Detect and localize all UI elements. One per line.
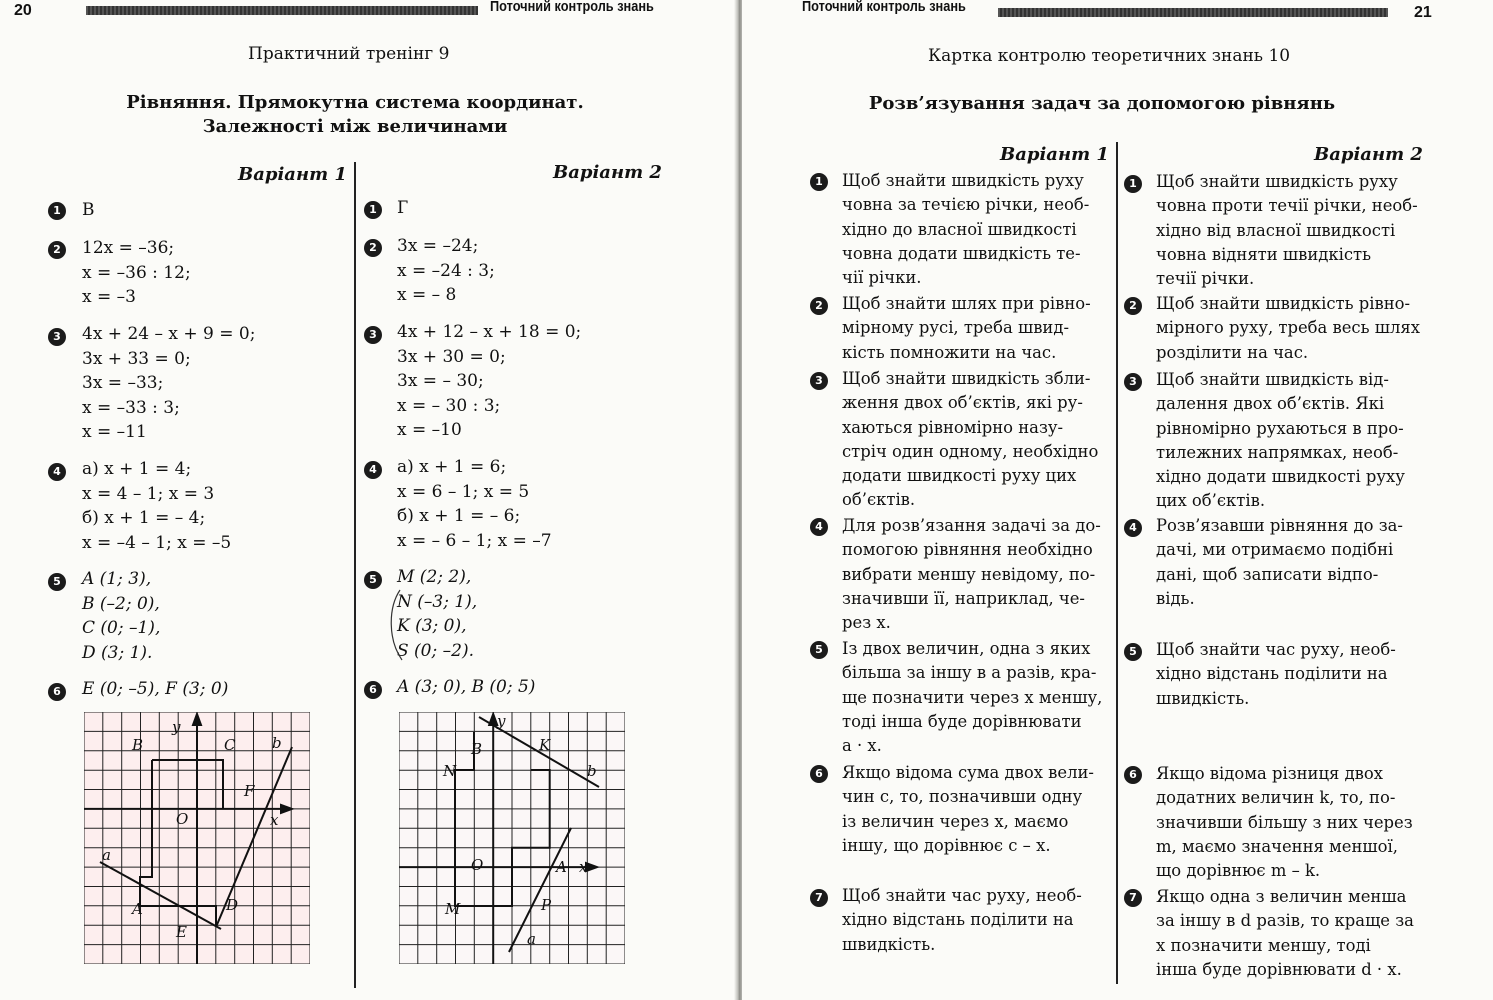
text-line: чин c, то, позначивши одну <box>842 787 1083 807</box>
text-line: Щоб знайти швидкість збли- <box>842 369 1091 388</box>
training-title: Практичний тренінг 9 <box>248 44 450 64</box>
section-title-line: Залежності між величинами <box>202 116 508 137</box>
statement-number-6: 6 <box>1124 766 1142 784</box>
statement-7 <box>842 884 1112 957</box>
math-line: 12x = –36; <box>82 238 175 258</box>
grid <box>399 712 625 964</box>
text-line: значивши її, наприклад, че- <box>842 588 1085 608</box>
label-x: x <box>579 858 588 876</box>
text-line: значивши більшу з них через <box>1156 812 1413 832</box>
text-line: Якщо відома сума двох вели- <box>842 763 1094 782</box>
text-line: вибрати меншу невідому, по- <box>842 564 1096 584</box>
text-line: дані, щоб записати відпо- <box>1156 564 1379 584</box>
coordinate-graph-variant-2 <box>399 712 625 964</box>
statement-number-4: 4 <box>1124 519 1142 537</box>
text-line: помогою рівняння необхідно <box>842 540 1093 560</box>
text-line: Якщо відома різниця двох <box>1156 764 1384 783</box>
math-line: D (3; 1). <box>82 642 153 663</box>
header-rule <box>86 6 478 15</box>
text-line: швидкість. <box>1156 688 1250 708</box>
label-point-n: N <box>443 762 457 780</box>
card-title: Картка контролю теоретичних знань 10 <box>928 46 1291 66</box>
statement-1 <box>1156 170 1428 291</box>
math-line: S (0; –2). <box>397 640 474 661</box>
text-line: тоді інша буде дорівнювати <box>842 711 1082 731</box>
math-line: 3x + 30 = 0; <box>397 346 506 367</box>
running-header: Поточний контроль знань <box>490 0 654 15</box>
label-point-m: M <box>445 900 461 918</box>
answer-number-3: 3 <box>364 326 382 344</box>
math-line: 3x = –24; <box>397 236 479 256</box>
label-point-p: P <box>541 896 552 914</box>
right-page <box>742 0 1493 1000</box>
text-line: a · x. <box>842 736 882 756</box>
math-line: б) x + 1 = – 4; <box>82 508 206 528</box>
text-line: дачі, ми отримаємо подібні <box>1156 540 1394 560</box>
answer-number-4: 4 <box>364 461 382 479</box>
math-line: б) x + 1 = – 6; <box>397 506 521 526</box>
text-line: хідно відстань поділити на <box>1156 664 1388 684</box>
math-line: Г <box>397 198 409 218</box>
label-point-c: C <box>224 736 236 754</box>
label-a: a <box>102 846 111 864</box>
coordinate-graph-variant-1 <box>84 712 310 964</box>
text-line: човна додати швидкість те- <box>842 243 1081 263</box>
statement-2 <box>1156 292 1428 365</box>
statement-number-5: 5 <box>1124 643 1142 661</box>
answer-1 <box>82 198 95 223</box>
text-line: стріч один одному, необхідно <box>842 441 1099 461</box>
statement-5 <box>1156 638 1428 711</box>
math-line: 3x = –33; <box>82 373 164 393</box>
math-line: A (1; 3), <box>82 569 152 589</box>
text-line: Щоб знайти швидкість від- <box>1156 370 1389 389</box>
text-line: розділити на час. <box>1156 342 1309 362</box>
text-line: чії річки. <box>842 268 922 288</box>
math-line: а) x + 1 = 6; <box>397 457 507 477</box>
text-line: іншу, що дорівнює c – x. <box>842 835 1051 855</box>
math-line: x = –36 : 12; <box>82 262 191 283</box>
label-point-f: F <box>244 782 255 800</box>
statement-number-5: 5 <box>810 641 828 659</box>
statement-4 <box>842 514 1112 635</box>
answer-5 <box>397 565 477 663</box>
answer-5 <box>82 567 160 665</box>
label-point-d: D <box>226 896 239 914</box>
column-divider <box>354 162 356 988</box>
label-point-a: A <box>132 900 143 918</box>
answer-6 <box>82 677 228 702</box>
answer-6 <box>397 675 535 700</box>
math-line: 4x + 24 – x + 9 = 0; <box>82 324 256 344</box>
math-line: x = –3 <box>82 287 136 307</box>
text-line: Щоб знайти шлях при рівно- <box>842 294 1091 313</box>
text-line: мірного руху, треба весь шлях <box>1156 318 1420 338</box>
text-line: хідно від власної швидкості <box>1156 220 1396 240</box>
math-line: B (–2; 0), <box>82 593 160 614</box>
text-line: швидкість. <box>842 934 936 954</box>
text-line: додатних величин k, то, по- <box>1156 788 1396 808</box>
statement-1 <box>842 169 1112 290</box>
label-b: b <box>587 762 597 780</box>
text-line: рівномірно рухаються в про- <box>1156 418 1404 438</box>
math-line: 4x + 12 – x + 18 = 0; <box>397 322 582 342</box>
column-divider <box>1116 142 1118 984</box>
math-line: C (0; –1), <box>82 618 161 638</box>
text-line: за іншу в d разів, то краще за <box>1156 911 1414 931</box>
math-line: x = 4 – 1; x = 3 <box>82 483 215 504</box>
text-line: хаються рівномірно назу- <box>842 417 1064 437</box>
variant-1-label: Варіант 1 <box>1000 144 1109 165</box>
statement-7 <box>1156 885 1428 982</box>
variant-2-label: Варіант 2 <box>553 162 662 183</box>
label-origin: O <box>176 810 189 828</box>
variant-1-label: Варіант 1 <box>238 164 347 185</box>
text-line: мірному русі, треба швид- <box>842 318 1069 338</box>
page-number: 21 <box>1414 4 1432 21</box>
math-line: x = –10 <box>397 420 462 440</box>
page-number: 20 <box>14 2 32 19</box>
statement-number-6: 6 <box>810 765 828 783</box>
statement-number-1: 1 <box>1124 175 1142 193</box>
text-line: кість помножити на час. <box>842 342 1057 362</box>
label-origin: O <box>471 856 484 874</box>
text-line: Щоб знайти швидкість рівно- <box>1156 294 1411 313</box>
answer-3 <box>82 322 255 445</box>
statement-4 <box>1156 514 1428 611</box>
answer-2 <box>82 236 191 310</box>
statement-3 <box>1156 368 1428 514</box>
answer-1 <box>397 196 408 221</box>
text-line: хідно додати швидкості руху <box>1156 467 1405 487</box>
label-point-b: B <box>132 736 144 754</box>
text-line: що дорівнює m – k. <box>1156 861 1321 881</box>
statement-number-1: 1 <box>810 173 828 191</box>
label-point-a: A <box>556 858 567 876</box>
text-line: об’єктів. <box>842 490 916 510</box>
text-line: рез x. <box>842 613 891 633</box>
text-line: Щоб знайти час руху, необ- <box>842 886 1082 905</box>
text-line: Щоб знайти час руху, необ- <box>1156 640 1396 659</box>
statement-number-2: 2 <box>1124 297 1142 315</box>
text-line: Щоб знайти швидкість руху <box>842 171 1084 190</box>
answer-number-5: 5 <box>364 571 382 589</box>
running-header: Поточний контроль знань <box>802 0 966 15</box>
statement-2 <box>842 292 1112 365</box>
text-line: течії річки. <box>1156 269 1255 289</box>
math-line: а) x + 1 = 4; <box>82 459 192 479</box>
statement-number-3: 3 <box>1124 373 1142 391</box>
label-point-e: E <box>176 923 187 941</box>
answer-number-1: 1 <box>364 201 382 219</box>
label-y: y <box>497 712 506 730</box>
variant-2-label: Варіант 2 <box>1314 144 1423 165</box>
section-title <box>60 91 650 139</box>
answer-number-5: 5 <box>48 573 66 591</box>
answer-2 <box>397 234 495 308</box>
label-point-b: B <box>471 740 483 758</box>
statement-5 <box>842 637 1112 758</box>
label-a: a <box>527 930 536 948</box>
text-line: Щоб знайти швидкість руху <box>1156 172 1398 191</box>
text-line: човна відняти швидкість <box>1156 244 1372 264</box>
math-line: x = – 30 : 3; <box>397 395 501 416</box>
label-b: b <box>272 734 282 752</box>
statement-number-4: 4 <box>810 518 828 536</box>
text-line: цих об’єктів. <box>1156 491 1266 511</box>
math-line: x = –11 <box>82 422 147 442</box>
answer-number-6: 6 <box>48 683 66 701</box>
label-y: y <box>172 718 181 736</box>
text-line: човна проти течії річки, необ- <box>1156 196 1418 216</box>
math-line: x = –4 – 1; x = –5 <box>82 532 232 553</box>
answer-4 <box>82 457 231 555</box>
math-line: K (3; 0), <box>397 616 467 636</box>
text-line: ження двох об’єктів, які ру- <box>842 393 1083 413</box>
text-line: m, маємо значення меншої, <box>1156 836 1398 856</box>
text-line: із величин через x, маємо <box>842 811 1069 831</box>
statement-6 <box>842 761 1112 858</box>
text-line: хідно відстань поділити на <box>842 910 1074 930</box>
answer-3 <box>397 320 581 443</box>
header-rule <box>998 8 1388 17</box>
statement-number-3: 3 <box>810 372 828 390</box>
text-line: Якщо одна з величин менша <box>1156 887 1407 906</box>
answer-4 <box>397 455 552 553</box>
math-line: x = –33 : 3; <box>82 397 180 418</box>
text-line: далення двох об’єктів. Які <box>1156 394 1385 414</box>
math-line: E (0; –5), F (3; 0) <box>82 679 229 699</box>
math-line: N (–3; 1), <box>397 591 478 612</box>
text-line: човна за течією річки, необ- <box>842 195 1090 215</box>
section-title-line: Рівняння. Прямокутна система координат. <box>126 92 584 113</box>
text-line: x позначити меншу, тоді <box>1156 935 1371 955</box>
math-line: x = –24 : 3; <box>397 260 495 281</box>
answer-number-2: 2 <box>48 241 66 259</box>
text-line: Розв’язавши рівняння до за- <box>1156 516 1403 535</box>
math-line: x = – 8 <box>397 285 457 305</box>
text-line: додати швидкості руху цих <box>842 466 1077 486</box>
text-line: відь. <box>1156 588 1195 608</box>
answer-number-2: 2 <box>364 239 382 257</box>
math-line: M (2; 2), <box>397 567 472 587</box>
answer-number-1: 1 <box>48 202 66 220</box>
math-line: В <box>82 200 95 220</box>
answer-number-6: 6 <box>364 681 382 699</box>
left-page <box>0 0 740 1000</box>
text-line: інша буде дорівнювати d · x. <box>1156 959 1402 979</box>
statement-6 <box>1156 762 1428 883</box>
statement-3 <box>842 367 1112 513</box>
text-line: ще позначити через x меншу, <box>842 687 1103 707</box>
math-line: x = 6 – 1; x = 5 <box>397 481 530 502</box>
text-line: більша за іншу в а разів, кра- <box>842 663 1097 683</box>
label-point-k: K <box>539 736 551 754</box>
math-line: 3x = – 30; <box>397 371 484 391</box>
math-line: x = – 6 – 1; x = –7 <box>397 530 552 551</box>
label-x: x <box>270 811 279 829</box>
math-line: A (3; 0), B (0; 5) <box>397 677 536 697</box>
answer-number-3: 3 <box>48 328 66 346</box>
answer-number-4: 4 <box>48 463 66 481</box>
text-line: тилежних напрямках, необ- <box>1156 442 1399 462</box>
math-line: 3x + 33 = 0; <box>82 348 191 369</box>
text-line: Із двох величин, одна з яких <box>842 639 1091 658</box>
statement-number-7: 7 <box>810 889 828 907</box>
section-title: Розв’язування задач за допомогою рівнянь <box>868 93 1336 114</box>
statement-number-2: 2 <box>810 297 828 315</box>
handwritten-bracket <box>386 588 408 662</box>
statement-number-7: 7 <box>1124 889 1142 907</box>
text-line: Для розв’язання задачі за до- <box>842 516 1101 535</box>
text-line: хідно до власної швидкості <box>842 219 1077 239</box>
